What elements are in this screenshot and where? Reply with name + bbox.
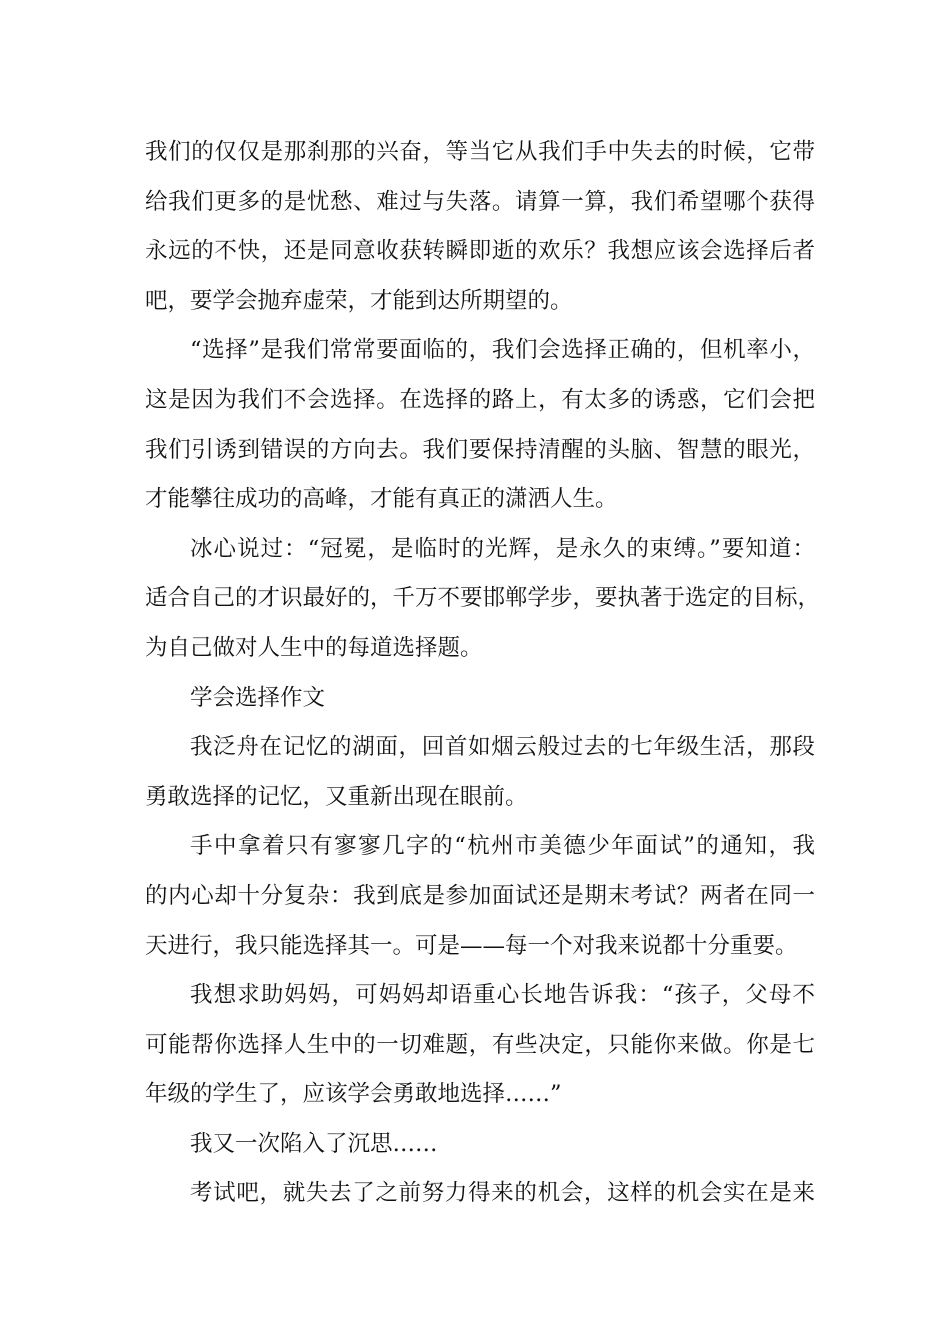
text-line: 我们的仅仅是那刹那的兴奋，等当它从我们手中失去的时候，它带 xyxy=(145,139,815,165)
text-line: 适合自己的才识最好的，千万不要邯郸学步，要执著于选定的目标， xyxy=(145,585,821,612)
document-body xyxy=(145,128,821,1219)
text-line: 我想求助妈妈，可妈妈却语重心长地告诉我：“孩子，父母不 xyxy=(190,982,815,1009)
text-line: 手中拿着只有寥寥几字的“杭州市美德少年面试”的通知，我 xyxy=(190,833,815,860)
text-line: 勇敢选择的记忆，又重新出现在眼前。 xyxy=(145,783,528,810)
text-line: 吧，要学会抛弃虚荣，才能到达所期望的。 xyxy=(145,287,573,314)
text-line: 的内心却十分复杂：我到底是参加面试还是期末考试？两者在同一 xyxy=(145,882,815,909)
text-line: 冰心说过：“冠冕，是临时的光辉，是永久的束缚。”要知道： xyxy=(190,535,815,562)
text-line: 这是因为我们不会选择。在选择的路上，有太多的诱惑，它们会把 xyxy=(145,386,815,413)
text-line: 我又一次陷入了沉思…… xyxy=(190,1130,438,1157)
text-line: 永远的不快，还是同意收获转瞬即逝的欢乐？我想应该会选择后者 xyxy=(145,238,815,265)
text-line: “选择”是我们常常要面临的，我们会选择正确的，但机率小， xyxy=(190,337,815,364)
text-line: 我泛舟在记忆的湖面，回首如烟云般过去的七年级生活，那段 xyxy=(190,734,815,761)
text-line: 天进行，我只能选择其一。可是——每一个对我来说都十分重要。 xyxy=(145,932,798,959)
text-line: 我们引诱到错误的方向去。我们要保持清醒的头脑、智慧的眼光， xyxy=(145,436,815,463)
text-line: 可能帮你选择人生中的一切难题，有些决定，只能你来做。你是七 xyxy=(145,1031,815,1058)
text-line: 才能攀往成功的高峰，才能有真正的潇洒人生。 xyxy=(145,486,618,513)
text-line: 给我们更多的是忧愁、难过与失落。请算一算，我们希望哪个获得 xyxy=(145,188,815,215)
text-line: 年级的学生了，应该学会勇敢地选择……” xyxy=(145,1081,562,1108)
text-line: 考试吧，就失去了之前努力得来的机会，这样的机会实在是来 xyxy=(190,1180,815,1207)
text-line: 学会选择作文 xyxy=(190,684,326,711)
text-line: 为自己做对人生中的每道选择题。 xyxy=(145,634,483,661)
